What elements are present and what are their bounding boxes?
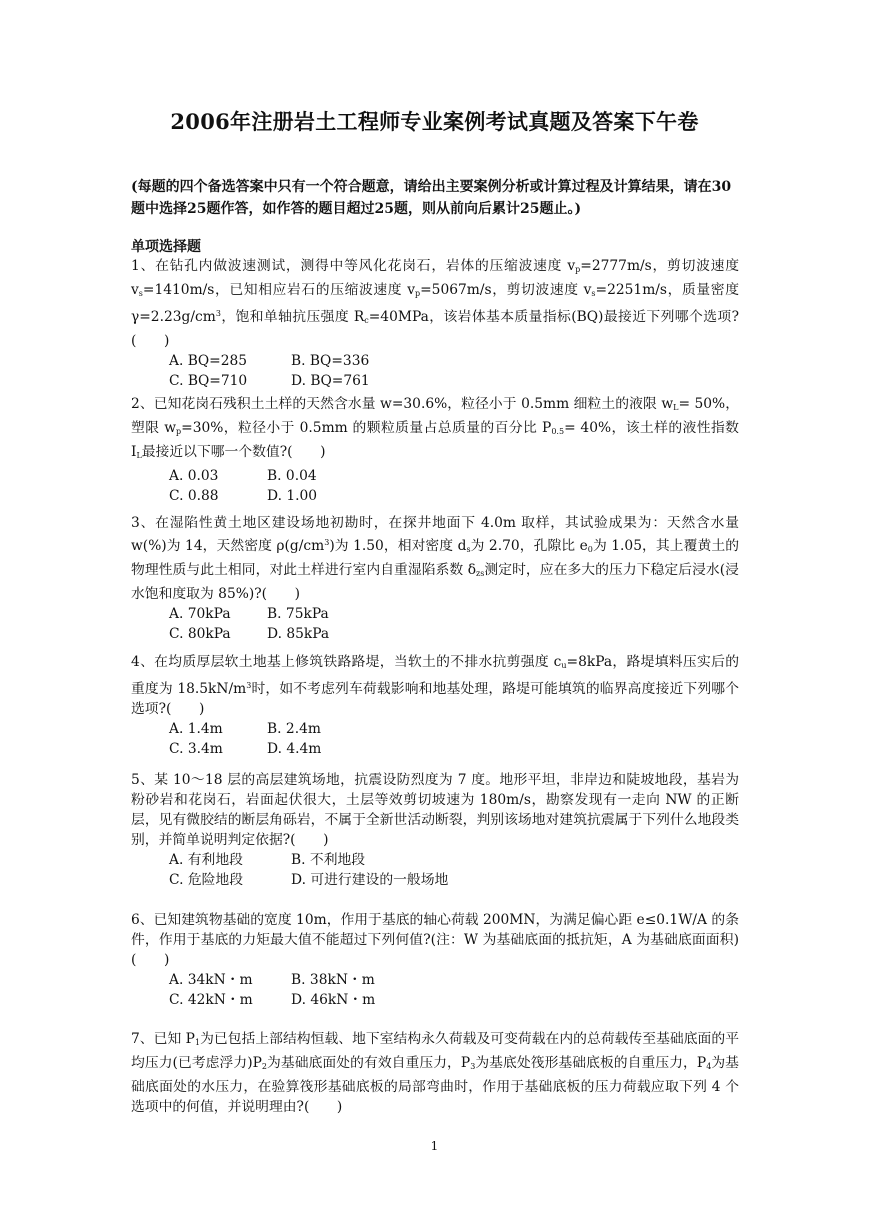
question-3-options xyxy=(131,604,739,644)
question-4-text: 4、在均质厚层软土地基上修筑铁路路堤，当软土的不排水抗剪强度 $c_u=8kPa$，路堤填料压实后的重度为 $18.5kN/m^3$时，如不考虑列车荷载影响和地基处理，路堤可能填筑的临界高度接近下列哪个选项?( ) xyxy=(131,654,739,717)
question-7 xyxy=(131,1029,739,1117)
option-d: D. 4.4m xyxy=(267,741,322,757)
question-2-text: 2、已知花岗石残积土土样的天然含水量 w=30.6%，粒径小于 0.5mm 细粒土的液限 $w_L= 50\%$，塑限 $w_p=30\%$，粒径小于 0.5mm 的颗粒质量占总质量的百分比 $P_{0.5}= 40\%$，该土样的液性指数 $I_L$最接近以下哪一个数值?( ) xyxy=(131,396,739,460)
option-c: C. 80kPa xyxy=(169,626,231,642)
option-b: B. 2.4m xyxy=(267,721,321,737)
document-title: 2006年注册岩土工程师专业案例考试真题及答案下午卷 xyxy=(170,109,699,134)
question-4-options xyxy=(131,719,739,759)
question-3 xyxy=(131,513,739,644)
option-d: D. BQ=761 xyxy=(291,373,370,389)
page-number: 1 xyxy=(430,1139,439,1153)
option-a: A. 有利地段 xyxy=(169,852,243,868)
question-3-text: 3、在湿陷性黄土地区建设场地初勘时，在探井地面下 4.0m 取样，其试验成果为：天然含水量 w(%)为 14，天然密度 $\rho(g/cm^3)$为 1.50，相对密度 $d_s$为 2.70，孔隙比 $e_0$为 1.05，其上覆黄土的物理性质与此土相同，对此土样进行室内自重湿陷系数 $\delta_{zs}$测定时，应在多大的压力下稳定后浸水(浸水饱和度取为 85%)?( ) xyxy=(131,515,739,602)
option-c: C. 0.88 xyxy=(169,488,219,504)
option-a: A. 34kN・m xyxy=(169,972,253,988)
question-6-text: 6、已知建筑物基础的宽度 10m，作用于基底的轴心荷载 200MN，为满足偏心距 e≤0.1W/A 的条件，作用于基底的力矩最大值不能超过下列何值?(注：W 为基础底面的抵抗矩，A 为基础底面面积)( ) xyxy=(131,912,739,968)
question-7-text: 7、已知 $P_1$为已包括上部结构恒载、地下室结构永久荷载及可变荷载在内的总荷载传至基础底面的平均压力(已考虑浮力)$P_2$为基础底面处的有效自重压力，$P_3$为基底处筏形基础底板的自重压力，$P_4$为基础底面处的水压力，在验算筏形基础底板的局部弯曲时，作用于基础底板的压力荷载应取下列 4 个选项中的何值，并说明理由?( ) xyxy=(131,1031,739,1115)
instructions: (每题的四个备选答案中只有一个符合题意，请给出主要案例分析或计算过程及计算结果，请在30题中选择25题作答，如作答的题目超过25题，则从前向后累计25题止。) xyxy=(131,179,732,217)
question-6-options xyxy=(131,970,739,1010)
option-a: A. 0.03 xyxy=(169,468,219,484)
section-heading: 单项选择题 xyxy=(131,239,201,255)
option-b: B. 38kN・m xyxy=(291,972,375,988)
question-5-options xyxy=(131,850,739,890)
option-d: D. 46kN・m xyxy=(291,992,376,1008)
option-a: A. BQ=285 xyxy=(169,353,248,369)
option-c: C. 42kN・m xyxy=(169,992,253,1008)
question-2-options xyxy=(131,466,739,506)
option-b: B. BQ=336 xyxy=(291,353,370,369)
option-b: B. 0.04 xyxy=(267,468,317,484)
option-a: A. 1.4m xyxy=(169,721,223,737)
question-1-text: 1、在钻孔内做波速测试，测得中等风化花岗石，岩体的压缩波速度 $v_p=2777m/s$，剪切波速度 $v_s=1410m/s$，已知相应岩石的压缩波速度 $v_p=5067m/s$，剪切波速度 $v_s=2251m/s$，质量密度 $\gamma=2.23g/cm^3$，饱和单轴抗压强度 $R_c=40MPa$，该岩体基本质量指标(BQ)最接近下列哪个选项?( ) xyxy=(131,258,740,349)
option-c: C. BQ=710 xyxy=(169,373,248,389)
option-c: C. 3.4m xyxy=(169,741,223,757)
question-1-options xyxy=(131,351,739,391)
option-d: D. 85kPa xyxy=(267,626,330,642)
option-d: D. 1.00 xyxy=(267,488,318,504)
option-d: D. 可进行建设的一般场地 xyxy=(291,872,449,888)
question-2 xyxy=(131,394,739,506)
question-6 xyxy=(131,910,739,1010)
question-4 xyxy=(131,652,739,759)
option-a: A. 70kPa xyxy=(169,606,231,622)
option-c: C. 危险地段 xyxy=(169,872,244,888)
option-b: B. 不利地段 xyxy=(291,852,366,868)
option-b: B. 75kPa xyxy=(267,606,329,622)
question-5 xyxy=(131,770,739,890)
question-1 xyxy=(131,256,739,391)
question-5-text: 5、某 10～18 层的高层建筑场地，抗震设防烈度为 7 度。地形平坦，非岸边和陡坡地段，基岩为粉砂岩和花岗石，岩面起伏很大，土层等效剪切坡速为 180m/s，勘察发现有一走向 NW 的正断层，见有微胶结的断层角砾岩，不属于全新世活动断裂，判别该场地对建筑抗震属于下列什么地段类别，并简单说明判定依据?( ) xyxy=(131,772,739,848)
